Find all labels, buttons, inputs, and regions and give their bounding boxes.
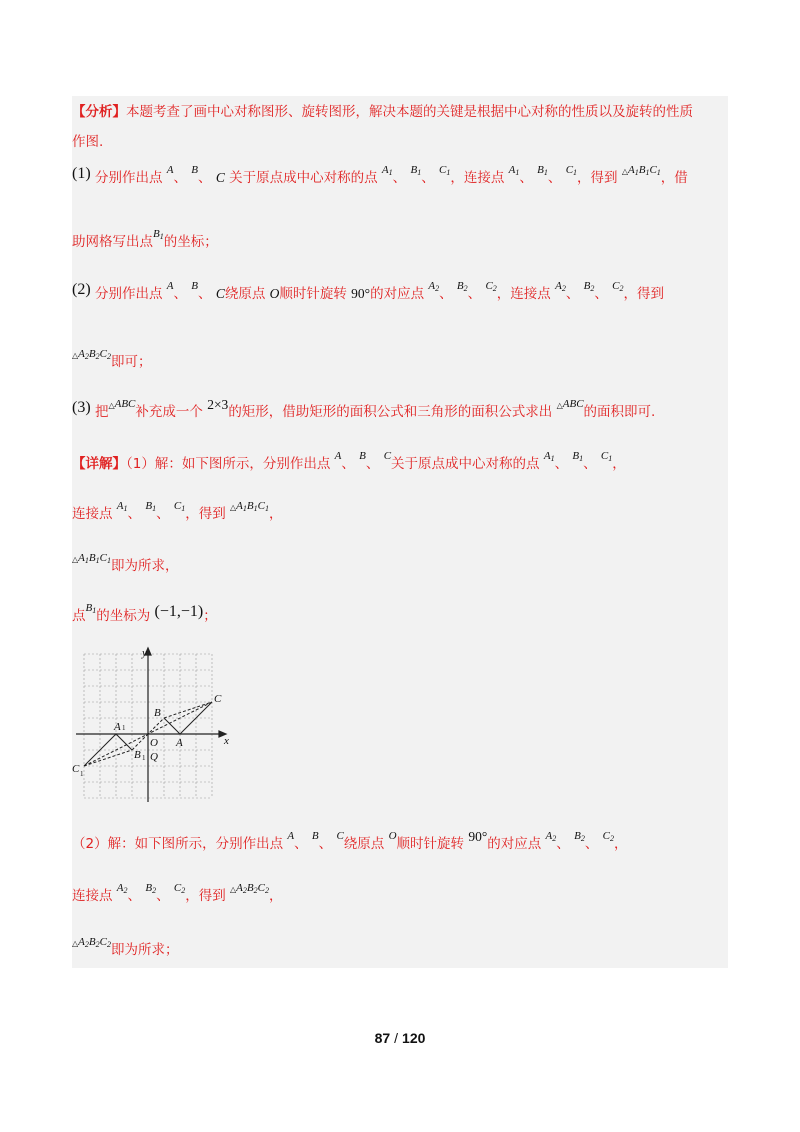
math-C1 <box>439 164 450 176</box>
detail-text-p1a: （1）解：如下图所示，分别作出点 <box>126 456 331 472</box>
subscript: 2 <box>123 886 128 895</box>
math-A1B1C1 <box>236 500 269 512</box>
subscript: 2 <box>552 834 557 843</box>
letter: A <box>116 882 124 894</box>
letter: B <box>246 500 254 512</box>
sep: 、 <box>421 170 435 186</box>
sep: 、 <box>584 836 599 852</box>
triangle-symbol: △ <box>230 885 237 894</box>
math-B1 <box>410 164 421 176</box>
sep: 、 <box>556 836 570 852</box>
step1-text-a: 分别作出点 <box>94 170 163 186</box>
math-C2 <box>485 280 496 292</box>
subscript: 1 <box>264 504 269 513</box>
step3-text-a: 把 <box>94 404 109 420</box>
detail-line-5 <box>72 829 728 852</box>
triangle-symbol: △ <box>72 351 79 360</box>
comma: ， <box>613 836 628 852</box>
detail-text-p2f: ，得到 <box>185 888 226 904</box>
sep: 、 <box>156 506 170 522</box>
subscript: 2 <box>152 886 157 895</box>
math-A2 <box>555 280 566 292</box>
subscript: 1 <box>181 504 186 513</box>
subscript: 2 <box>95 352 100 361</box>
label-b1-sub: 1 <box>142 754 146 762</box>
subscript: 2 <box>463 284 468 293</box>
math-A1 <box>382 164 393 176</box>
sep: 、 <box>554 456 569 472</box>
label-b1: B <box>134 749 141 761</box>
math-B: B <box>191 164 199 176</box>
letter: C <box>600 450 609 462</box>
sep: 、 <box>547 170 562 186</box>
math-C: C <box>215 286 225 301</box>
letter: B <box>572 450 580 462</box>
subscript: 2 <box>95 940 100 949</box>
subscript: 2 <box>619 284 624 293</box>
math-ABC: ABC <box>562 398 584 410</box>
subscript: 1 <box>579 454 584 463</box>
detail-text-p1e: 即为所求， <box>110 558 179 574</box>
sep: 、 <box>565 286 580 302</box>
subscript: 2 <box>435 284 440 293</box>
letter: B <box>574 830 581 842</box>
sep: 、 <box>127 506 142 522</box>
math-A1 <box>544 450 555 462</box>
label-y: y <box>142 647 147 659</box>
step1-number: (1) <box>72 165 91 182</box>
letter: C <box>612 280 620 292</box>
step1-text-line2b: 的坐标； <box>163 234 218 250</box>
sep: 、 <box>198 170 212 186</box>
comma: ， <box>612 456 626 472</box>
detail-text-p1g: 的坐标为 <box>96 608 151 624</box>
subscript: 2 <box>609 834 614 843</box>
step2-line-1 <box>72 282 728 303</box>
subscript: 1 <box>608 454 613 463</box>
step2-text-c: 顺时针旋转 <box>279 286 347 302</box>
letter: A <box>236 882 243 894</box>
analysis-line-1 <box>72 100 728 120</box>
detail-text-p1c: 连接点 <box>72 506 113 522</box>
math-C1 <box>601 450 612 462</box>
letter: C <box>485 280 493 292</box>
triangle-symbol: △ <box>108 401 115 410</box>
letter: B <box>246 882 254 894</box>
detail-text-p2a: （2）解：如下图所示，分别作出点 <box>72 836 284 852</box>
sep: 、 <box>341 456 355 472</box>
letter: A <box>236 500 243 512</box>
math-B2 <box>584 280 595 292</box>
comma: ， <box>268 506 283 522</box>
sep: 、 <box>294 836 308 852</box>
subscript: 2 <box>561 284 566 293</box>
step2-line-2 <box>72 350 728 370</box>
letter: A <box>381 164 389 176</box>
step3-number: (3) <box>72 399 91 416</box>
math-C: C <box>383 450 392 462</box>
analysis-tag: 【分析】 <box>72 104 126 120</box>
step2-text-line2: 即可； <box>110 354 152 370</box>
triangle-a1b1c1-dashed <box>84 750 132 766</box>
detail-text-p2g: 即为所求； <box>110 942 179 958</box>
step3-text-b: 补充成一个 <box>135 404 203 420</box>
letter: C <box>602 830 610 842</box>
subscript: 1 <box>656 168 661 177</box>
subscript: 2 <box>84 940 89 949</box>
math-B1 <box>572 450 583 462</box>
label-c1-sub: 1 <box>80 770 84 778</box>
subscript: 2 <box>253 886 258 895</box>
letter: B <box>145 500 153 512</box>
letter: B <box>88 348 96 360</box>
subscript: 1 <box>123 504 128 513</box>
subscript: 2 <box>242 886 247 895</box>
math-A1 <box>509 164 520 176</box>
angle-90: 90° <box>468 829 488 844</box>
math-A2 <box>546 830 557 842</box>
sep: 、 <box>519 170 533 186</box>
coord-value: (−1,−1) <box>154 603 204 620</box>
step2-text-f: ，得到 <box>623 286 664 302</box>
step1-text-b: 关于原点成中心对称的点 <box>229 170 378 186</box>
subscript: 2 <box>106 940 111 949</box>
detail-text-p2e: 连接点 <box>72 888 113 904</box>
subscript: 2 <box>590 284 595 293</box>
math-C1 <box>174 500 185 512</box>
step1-text-c: ，连接点 <box>450 170 505 186</box>
math-B1 <box>153 228 164 240</box>
page-sep: / <box>394 1030 399 1046</box>
detail-line-2 <box>72 502 728 522</box>
page-number <box>0 1030 800 1046</box>
math-A2B2C2 <box>236 882 269 894</box>
letter: C <box>257 500 265 512</box>
label-c: C <box>214 693 222 705</box>
letter: B <box>153 228 160 240</box>
subscript: 2 <box>84 352 89 361</box>
detail-line-3 <box>72 554 728 574</box>
letter: B <box>638 164 646 176</box>
math-A1B1C1 <box>628 164 661 176</box>
subscript: 1 <box>417 168 422 177</box>
math-B: B <box>359 450 366 462</box>
detail-text-p1b: 关于原点成中心对称的点 <box>391 456 540 472</box>
letter: B <box>85 602 93 614</box>
page-current: 87 <box>374 1030 391 1046</box>
math-C: C <box>215 170 225 185</box>
subscript: 2 <box>492 284 497 293</box>
sep: 、 <box>127 888 142 904</box>
analysis-text-1: 本题考查了画中心对称图形、旋转图形，解决本题的关键是根据中心对称的性质以及旋转的性质 <box>126 104 693 120</box>
math-ABC: ABC <box>114 398 136 410</box>
page-total: 120 <box>402 1030 426 1046</box>
step2-text-b: 绕原点 <box>224 286 266 302</box>
letter: C <box>565 164 574 176</box>
math-B2 <box>145 882 156 894</box>
subscript: 1 <box>253 504 258 513</box>
analysis-line-2 <box>72 130 728 150</box>
step1-text-e: ，借 <box>660 170 688 186</box>
triangle-symbol: △ <box>556 401 563 410</box>
math-A2 <box>117 882 128 894</box>
letter: A <box>545 830 553 842</box>
triangle-symbol: △ <box>230 503 237 512</box>
step3-text-c: 的矩形，借助矩形的面积公式和三角形的面积公式求出 <box>228 404 553 420</box>
detail-line-4 <box>72 604 728 625</box>
math-A: A <box>287 830 295 842</box>
letter: A <box>627 164 635 176</box>
triangle-abc-dashed <box>164 702 212 718</box>
math-A1 <box>117 500 128 512</box>
subscript: 2 <box>181 886 186 895</box>
sep: 、 <box>198 286 212 302</box>
sep: 、 <box>439 286 453 302</box>
subscript: 1 <box>634 168 639 177</box>
letter: A <box>78 552 85 564</box>
step2-text-d: 的对应点 <box>370 286 425 302</box>
math-A: A <box>166 280 174 292</box>
detail-tag: 【详解】 <box>72 456 126 472</box>
comma: ， <box>268 888 283 904</box>
math-A: A <box>334 450 342 462</box>
label-x: x <box>224 735 229 747</box>
sep: 、 <box>583 456 597 472</box>
math-C1 <box>566 164 577 176</box>
math-A2B2C2 <box>78 348 111 360</box>
detail-text-p1h: ； <box>203 608 217 624</box>
detail-text-p2b: 绕原点 <box>343 836 385 852</box>
subscript: 2 <box>106 352 111 361</box>
subscript: 1 <box>550 454 555 463</box>
math-B1 <box>86 602 97 614</box>
letter: A <box>78 348 85 360</box>
math-B1 <box>537 164 548 176</box>
subscript: 1 <box>95 556 100 565</box>
step1-line-1 <box>72 166 728 187</box>
math-B1 <box>145 500 156 512</box>
subscript: 1 <box>573 168 578 177</box>
detail-line-6 <box>72 884 728 904</box>
letter: A <box>116 500 124 512</box>
letter: A <box>508 164 516 176</box>
math-O: O <box>269 286 280 301</box>
triangle-symbol: △ <box>621 167 628 176</box>
step1-text-line2a: 助网格写出点 <box>72 234 153 250</box>
letter: C <box>173 882 182 894</box>
content-panel <box>72 96 728 968</box>
letter: B <box>583 280 591 292</box>
subscript: 2 <box>580 834 585 843</box>
subscript: 1 <box>645 168 650 177</box>
letter: A <box>555 280 562 292</box>
subscript: 1 <box>84 556 89 565</box>
math-C: C <box>336 830 344 842</box>
sep: 、 <box>467 286 482 302</box>
math-B2 <box>457 280 468 292</box>
sep: 、 <box>392 170 407 186</box>
sep: 、 <box>173 286 187 302</box>
letter: B <box>410 164 418 176</box>
letter: B <box>88 936 96 948</box>
math-C2 <box>174 882 185 894</box>
subscript: 1 <box>388 168 393 177</box>
math-B: B <box>311 830 319 842</box>
sep: 、 <box>173 170 187 186</box>
subscript: 1 <box>152 504 157 513</box>
label-o: O <box>150 737 158 749</box>
detail-text-p1d: ，得到 <box>185 506 226 522</box>
step3-text-d: 的面积即可. <box>583 404 656 420</box>
label-a1-sub: 1 <box>122 724 126 732</box>
step2-number: (2) <box>72 281 91 298</box>
sep: 、 <box>365 456 380 472</box>
label-q: Q <box>150 751 158 763</box>
math-A: A <box>166 164 174 176</box>
math-B: B <box>191 280 199 292</box>
math-A1B1C1 <box>78 552 111 564</box>
letter: C <box>99 552 107 564</box>
letter: A <box>428 280 436 292</box>
subscript: 1 <box>106 556 111 565</box>
step3-line <box>72 397 728 421</box>
letter: A <box>78 936 85 948</box>
step1-line-2 <box>72 230 728 250</box>
letter: C <box>173 500 182 512</box>
analysis-text-2: 作图. <box>72 134 104 150</box>
detail-text-p1f: 点 <box>72 608 86 624</box>
label-b: B <box>154 707 161 719</box>
label-a: A <box>176 737 183 749</box>
math-B2 <box>574 830 585 842</box>
detail-line-1 <box>72 452 728 472</box>
letter: B <box>88 552 96 564</box>
detail-line-7 <box>72 938 728 958</box>
axes <box>76 648 226 802</box>
coordinate-figure <box>72 646 242 806</box>
step2-text-a: 分别作出点 <box>94 286 163 302</box>
triangle-symbol: △ <box>72 939 79 948</box>
subscript: 1 <box>242 504 247 513</box>
subscript: 2 <box>264 886 269 895</box>
letter: C <box>99 936 107 948</box>
math-C2 <box>612 280 623 292</box>
angle-90: 90° <box>351 286 371 301</box>
rect-size: 2×3 <box>207 397 229 412</box>
subscript: 1 <box>159 232 164 241</box>
subscript: 1 <box>92 606 97 615</box>
sep: 、 <box>318 836 333 852</box>
letter: C <box>438 164 447 176</box>
letter: C <box>99 348 107 360</box>
step1-text-d: ，得到 <box>577 170 618 186</box>
letter: C <box>649 164 657 176</box>
letter: A <box>543 450 551 462</box>
math-A2 <box>428 280 439 292</box>
sep: 、 <box>594 286 608 302</box>
subscript: 1 <box>543 168 548 177</box>
math-O: O <box>388 830 397 842</box>
subscript: 1 <box>446 168 451 177</box>
detail-text-p2c: 顺时针旋转 <box>396 836 465 852</box>
letter: B <box>145 882 153 894</box>
math-C2 <box>603 830 614 842</box>
letter: B <box>456 280 464 292</box>
label-c1: C <box>72 763 80 775</box>
letter: B <box>537 164 544 176</box>
math-A2B2C2 <box>78 936 111 948</box>
label-a1: A <box>114 721 121 733</box>
sep: 、 <box>156 888 170 904</box>
detail-text-p2d: 的对应点 <box>487 836 542 852</box>
step2-text-e: ，连接点 <box>496 286 551 302</box>
triangle-symbol: △ <box>72 555 79 564</box>
subscript: 1 <box>515 168 520 177</box>
letter: C <box>257 882 265 894</box>
